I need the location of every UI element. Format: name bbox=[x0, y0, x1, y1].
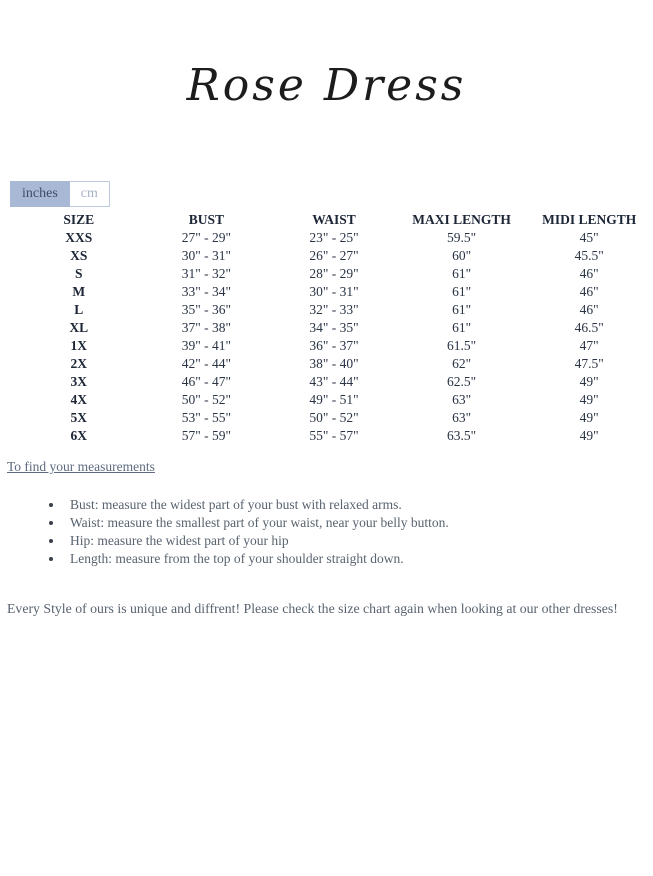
value-cell: 63.5" bbox=[447, 428, 477, 443]
size-cell: XS bbox=[70, 248, 88, 263]
value-cell: 35" - 36" bbox=[181, 302, 232, 317]
table-row bbox=[15, 373, 653, 391]
table-row bbox=[15, 283, 653, 301]
inches-toggle-button[interactable]: inches bbox=[10, 181, 70, 207]
value-cell: 32" - 33" bbox=[309, 302, 359, 317]
table-row bbox=[15, 391, 653, 409]
column-header: SIZE bbox=[63, 212, 95, 227]
size-cell: 2X bbox=[70, 356, 88, 371]
table-row bbox=[15, 229, 653, 247]
measurements-link[interactable]: To find your measurements bbox=[7, 459, 155, 474]
value-cell: 55" - 57" bbox=[309, 428, 359, 443]
value-cell: 61" bbox=[452, 302, 472, 317]
value-cell: 47.5" bbox=[574, 356, 604, 371]
value-cell: 61" bbox=[452, 320, 472, 335]
value-cell: 30" - 31" bbox=[309, 284, 359, 299]
measurement-instruction: • Length: measure from the top of your shoulder straight down. bbox=[64, 550, 653, 568]
value-cell: 46" bbox=[579, 266, 599, 281]
size-cell: L bbox=[74, 302, 84, 317]
value-cell: 34" - 35" bbox=[309, 320, 359, 335]
column-header: MIDI LENGTH bbox=[542, 212, 637, 227]
value-cell: 36" - 37" bbox=[309, 338, 359, 353]
value-cell: 62.5" bbox=[447, 374, 477, 389]
size-cell: XL bbox=[69, 320, 89, 335]
size-cell: 1X bbox=[70, 338, 88, 353]
value-cell: 53" - 55" bbox=[181, 410, 232, 425]
table-row bbox=[15, 427, 653, 445]
size-chart-table bbox=[15, 211, 653, 445]
column-header: WAIST bbox=[312, 212, 356, 227]
column-header: BUST bbox=[188, 212, 225, 227]
value-cell: 45" bbox=[579, 230, 599, 245]
value-cell: 49" bbox=[579, 428, 599, 443]
value-cell: 63" bbox=[452, 392, 472, 407]
value-cell: 50" - 52" bbox=[181, 392, 232, 407]
size-cell: 4X bbox=[70, 392, 88, 407]
size-cell: M bbox=[72, 284, 86, 299]
measurement-instruction: • Hip: measure the widest part of your hip bbox=[64, 532, 653, 550]
value-cell: 61" bbox=[452, 266, 472, 281]
value-cell: 61.5" bbox=[447, 338, 477, 353]
measurement-instruction: • Waist: measure the smallest part of your waist, near your belly button. bbox=[64, 514, 653, 532]
size-cell: 5X bbox=[70, 410, 88, 425]
value-cell: 46" bbox=[579, 284, 599, 299]
size-cell: S bbox=[75, 266, 83, 281]
value-cell: 63" bbox=[452, 410, 472, 425]
page-title: Rose Dress bbox=[186, 60, 467, 111]
value-cell: 23" - 25" bbox=[309, 230, 359, 245]
value-cell: 50" - 52" bbox=[309, 410, 359, 425]
unit-toggle bbox=[10, 181, 110, 207]
table-row bbox=[15, 319, 653, 337]
value-cell: 39" - 41" bbox=[181, 338, 232, 353]
value-cell: 46" bbox=[579, 302, 599, 317]
value-cell: 49" - 51" bbox=[309, 392, 359, 407]
table-row bbox=[15, 247, 653, 265]
value-cell: 26" - 27" bbox=[309, 248, 359, 263]
value-cell: 27" - 29" bbox=[181, 230, 232, 245]
value-cell: 59.5" bbox=[447, 230, 477, 245]
value-cell: 30" - 31" bbox=[181, 248, 232, 263]
value-cell: 43" - 44" bbox=[309, 374, 359, 389]
value-cell: 42" - 44" bbox=[181, 356, 232, 371]
value-cell: 28" - 29" bbox=[309, 266, 359, 281]
value-cell: 33" - 34" bbox=[181, 284, 232, 299]
style-note: Every Style of ours is unique and diffrent! Please check the size chart again when looking at our other dresses! bbox=[7, 601, 618, 616]
value-cell: 49" bbox=[579, 410, 599, 425]
table-row bbox=[15, 265, 653, 283]
table-row bbox=[15, 337, 653, 355]
size-cell: 6X bbox=[70, 428, 88, 443]
value-cell: 62" bbox=[452, 356, 472, 371]
size-cell: 3X bbox=[70, 374, 88, 389]
value-cell: 46.5" bbox=[574, 320, 604, 335]
cm-toggle-button[interactable]: cm bbox=[70, 181, 110, 207]
table-row bbox=[15, 301, 653, 319]
header-row bbox=[15, 211, 653, 229]
size-chart-header bbox=[15, 211, 653, 229]
column-header: MAXI LENGTH bbox=[412, 212, 511, 227]
value-cell: 61" bbox=[452, 284, 472, 299]
measurement-instructions-list bbox=[0, 496, 653, 568]
value-cell: 45.5" bbox=[574, 248, 604, 263]
value-cell: 38" - 40" bbox=[309, 356, 359, 371]
value-cell: 57" - 59" bbox=[181, 428, 232, 443]
size-chart-body bbox=[15, 229, 653, 445]
value-cell: 31" - 32" bbox=[181, 266, 232, 281]
value-cell: 37" - 38" bbox=[181, 320, 232, 335]
measurement-instruction: • Bust: measure the widest part of your bust with relaxed arms. bbox=[64, 496, 653, 514]
table-row bbox=[15, 409, 653, 427]
table-row bbox=[15, 355, 653, 373]
value-cell: 49" bbox=[579, 374, 599, 389]
value-cell: 47" bbox=[579, 338, 599, 353]
value-cell: 60" bbox=[452, 248, 472, 263]
value-cell: 46" - 47" bbox=[181, 374, 232, 389]
size-cell: XXS bbox=[65, 230, 93, 245]
value-cell: 49" bbox=[579, 392, 599, 407]
